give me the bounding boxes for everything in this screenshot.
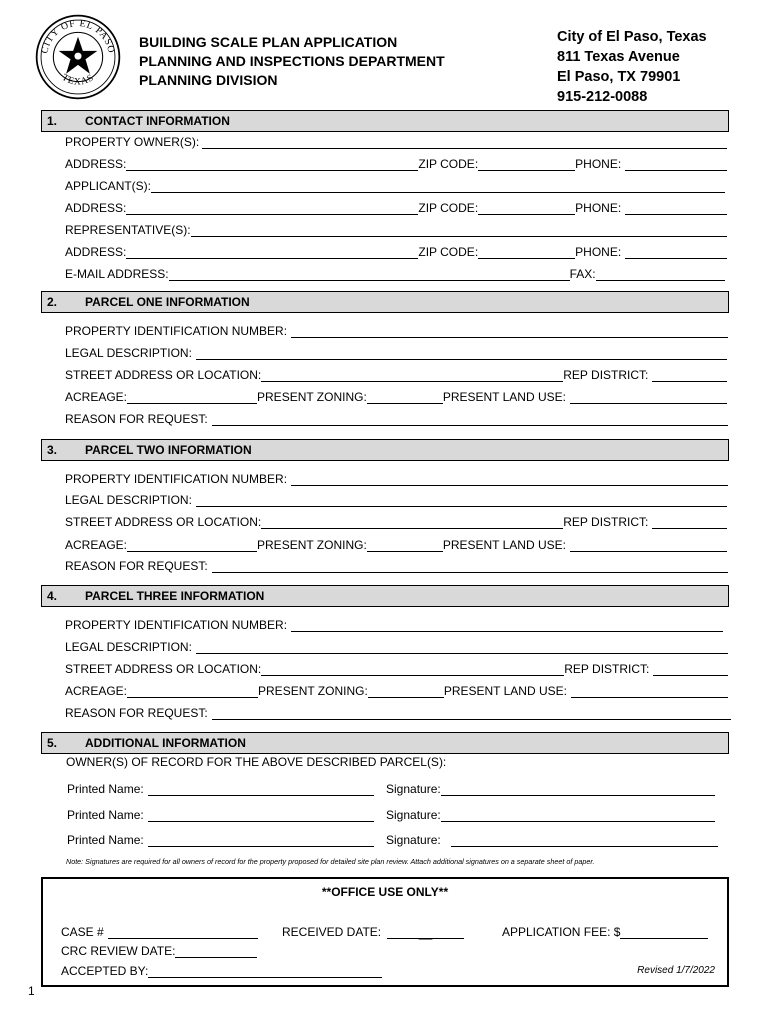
p1-acreage-field[interactable] bbox=[127, 391, 257, 404]
p3-street-row bbox=[65, 660, 728, 676]
representative-phone-label: PHONE: bbox=[575, 245, 622, 259]
city-citystate: El Paso, TX 79901 bbox=[557, 69, 681, 85]
printed-name-row-1 bbox=[67, 780, 374, 796]
owners-label: PROPERTY OWNER(S): bbox=[65, 135, 200, 149]
owners-of-record-row bbox=[66, 753, 446, 769]
p1-street-field[interactable] bbox=[261, 369, 563, 382]
signature-label-2: Signature: bbox=[386, 808, 441, 822]
p1-zoning-field[interactable] bbox=[367, 391, 443, 404]
section-1-title: CONTACT INFORMATION bbox=[85, 114, 230, 128]
section-2-header bbox=[41, 291, 729, 313]
p3-street-label: STREET ADDRESS OR LOCATION: bbox=[65, 662, 262, 676]
p1-street-label: STREET ADDRESS OR LOCATION: bbox=[65, 368, 262, 382]
city-seal bbox=[34, 13, 122, 101]
section-5-title: ADDITIONAL INFORMATION bbox=[85, 736, 246, 750]
section-3-header bbox=[41, 439, 729, 461]
p1-landuse-field[interactable] bbox=[570, 391, 727, 404]
received-date-row bbox=[282, 923, 464, 939]
signature-note: Note: Signatures are required for all owners of record for the property proposed for detailed site plan review. Attach additional signatures on a separate sheet of paper. bbox=[66, 857, 595, 866]
p2-zoning-field[interactable] bbox=[367, 539, 443, 552]
section-3-title: PARCEL TWO INFORMATION bbox=[85, 443, 252, 457]
p1-legal-label: LEGAL DESCRIPTION: bbox=[65, 346, 192, 360]
received-date-field[interactable] bbox=[387, 926, 464, 939]
p1-street-row bbox=[65, 366, 727, 382]
email-field[interactable] bbox=[169, 268, 570, 281]
application-fee-field[interactable] bbox=[620, 926, 708, 939]
owners-row bbox=[65, 133, 727, 149]
p2-pin-row bbox=[65, 470, 728, 486]
p3-landuse-field[interactable] bbox=[571, 685, 728, 698]
p2-legal-field[interactable] bbox=[196, 494, 727, 507]
p3-landuse-label: PRESENT LAND USE: bbox=[443, 684, 567, 698]
p1-pin-field[interactable] bbox=[291, 325, 728, 338]
p2-pin-label: PROPERTY IDENTIFICATION NUMBER: bbox=[65, 472, 288, 486]
p1-legal-row bbox=[65, 344, 727, 360]
signature-row-2 bbox=[386, 806, 715, 822]
signature-field-2[interactable] bbox=[441, 809, 715, 822]
p3-pin-label: PROPERTY IDENTIFICATION NUMBER: bbox=[65, 618, 288, 632]
section-1-header bbox=[41, 110, 729, 132]
accepted-by-row bbox=[61, 962, 382, 978]
applicants-row bbox=[65, 177, 725, 193]
p3-rep-label: REP DISTRICT: bbox=[564, 662, 650, 676]
case-field[interactable] bbox=[108, 926, 258, 939]
p1-rep-field[interactable] bbox=[652, 369, 727, 382]
applicant-zip-label: ZIP CODE: bbox=[418, 201, 479, 215]
title-line-1: BUILDING SCALE PLAN APPLICATION bbox=[139, 34, 398, 50]
p2-legal-label: LEGAL DESCRIPTION: bbox=[65, 493, 192, 507]
city-street: 811 Texas Avenue bbox=[557, 49, 680, 65]
page-number: 1 bbox=[28, 984, 35, 998]
section-4-header bbox=[41, 585, 729, 607]
crc-review-label: CRC REVIEW DATE: bbox=[61, 944, 176, 958]
p2-reason-field[interactable] bbox=[212, 560, 728, 573]
p1-landuse-label: PRESENT LAND USE: bbox=[442, 390, 566, 404]
applicant-address-label: ADDRESS: bbox=[65, 201, 127, 215]
crc-review-field[interactable] bbox=[175, 945, 257, 958]
representatives-label: REPRESENTATIVE(S): bbox=[65, 223, 191, 237]
received-date-value: __ bbox=[418, 926, 433, 940]
city-contact-block bbox=[557, 27, 707, 107]
owner-phone-field[interactable] bbox=[625, 158, 727, 171]
owner-address-field[interactable] bbox=[126, 158, 418, 171]
application-fee-label: APPLICATION FEE: $ bbox=[502, 925, 621, 939]
p1-reason-label: REASON FOR REQUEST: bbox=[65, 412, 208, 426]
case-label: CASE # bbox=[61, 925, 104, 939]
received-date-label: RECEIVED DATE: bbox=[282, 925, 382, 939]
signature-field-1[interactable] bbox=[441, 783, 715, 796]
owner-phone-label: PHONE: bbox=[575, 157, 622, 171]
accepted-by-label: ACCEPTED BY: bbox=[61, 964, 149, 978]
p1-pin-label: PROPERTY IDENTIFICATION NUMBER: bbox=[65, 324, 288, 338]
p2-street-row bbox=[65, 513, 727, 529]
signature-label-3: Signature: bbox=[386, 833, 441, 847]
office-use-title: **OFFICE USE ONLY** bbox=[321, 885, 449, 899]
p3-acreage-field[interactable] bbox=[127, 685, 258, 698]
city-phone: 915-212-0088 bbox=[557, 89, 648, 105]
representative-address-row bbox=[65, 243, 727, 259]
revised-date: Revised 1/7/2022 bbox=[637, 965, 715, 976]
crc-review-row bbox=[61, 942, 257, 958]
p2-reason-label: REASON FOR REQUEST: bbox=[65, 559, 208, 573]
p2-street-field[interactable] bbox=[261, 516, 563, 529]
owner-address-label: ADDRESS: bbox=[65, 157, 127, 171]
p2-acreage-field[interactable] bbox=[127, 539, 257, 552]
p3-street-field[interactable] bbox=[261, 663, 564, 676]
p2-reason-row bbox=[65, 557, 728, 573]
printed-name-row-3 bbox=[67, 831, 374, 847]
printed-name-field-2[interactable] bbox=[148, 809, 374, 822]
p3-acreage-row bbox=[65, 682, 728, 698]
applicant-phone-label: PHONE: bbox=[575, 201, 622, 215]
p2-acreage-label: ACREAGE: bbox=[65, 538, 128, 552]
city-name: City of El Paso, Texas bbox=[557, 29, 707, 45]
p2-acreage-row bbox=[65, 536, 727, 552]
applicant-zip-field[interactable] bbox=[478, 202, 575, 215]
seal-text-top: CITY OF EL PASO bbox=[39, 18, 117, 55]
p3-acreage-label: ACREAGE: bbox=[65, 684, 128, 698]
signature-row-3 bbox=[386, 831, 718, 847]
p2-landuse-label: PRESENT LAND USE: bbox=[442, 538, 566, 552]
applicants-field[interactable] bbox=[151, 180, 725, 193]
form-title bbox=[139, 33, 445, 90]
p2-street-label: STREET ADDRESS OR LOCATION: bbox=[65, 515, 262, 529]
owners-of-record-label: OWNER(S) OF RECORD FOR THE ABOVE DESCRIBED PARCEL(S): bbox=[66, 755, 447, 769]
p3-pin-field[interactable] bbox=[291, 619, 723, 632]
applicant-address-field[interactable] bbox=[126, 202, 418, 215]
p1-pin-row bbox=[65, 322, 728, 338]
p2-landuse-field[interactable] bbox=[570, 539, 727, 552]
fax-field[interactable] bbox=[596, 268, 725, 281]
owner-zip-label: ZIP CODE: bbox=[418, 157, 479, 171]
p1-rep-label: REP DISTRICT: bbox=[563, 368, 649, 382]
p2-zoning-label: PRESENT ZONING: bbox=[257, 538, 367, 552]
representative-phone-field[interactable] bbox=[625, 246, 727, 259]
section-5-header bbox=[41, 732, 729, 754]
p3-rep-field[interactable] bbox=[653, 663, 728, 676]
p3-legal-label: LEGAL DESCRIPTION: bbox=[65, 640, 192, 654]
owners-field[interactable] bbox=[202, 136, 727, 149]
p2-rep-field[interactable] bbox=[652, 516, 727, 529]
printed-name-row-2 bbox=[67, 806, 374, 822]
signature-label-1: Signature: bbox=[386, 782, 441, 796]
p3-reason-field[interactable] bbox=[212, 707, 731, 720]
section-1-num: 1. bbox=[47, 114, 58, 128]
section-2-num: 2. bbox=[47, 295, 58, 309]
printed-name-field-3[interactable] bbox=[148, 834, 374, 847]
p3-reason-label: REASON FOR REQUEST: bbox=[65, 706, 208, 720]
svg-text:TEXAS bbox=[60, 72, 96, 87]
p1-acreage-label: ACREAGE: bbox=[65, 390, 128, 404]
representative-address-label: ADDRESS: bbox=[65, 245, 127, 259]
section-3-num: 3. bbox=[47, 443, 58, 457]
case-row bbox=[61, 923, 258, 939]
p3-reason-row bbox=[65, 704, 731, 720]
office-use-box bbox=[41, 877, 729, 987]
representative-zip-field[interactable] bbox=[478, 246, 575, 259]
representative-zip-label: ZIP CODE: bbox=[418, 245, 479, 259]
section-2-title: PARCEL ONE INFORMATION bbox=[85, 295, 250, 309]
email-label: E-MAIL ADDRESS: bbox=[65, 267, 169, 281]
p1-reason-field[interactable] bbox=[212, 413, 728, 426]
owner-zip-field[interactable] bbox=[478, 158, 575, 171]
section-4-title: PARCEL THREE INFORMATION bbox=[85, 589, 265, 603]
applicants-label: APPLICANT(S): bbox=[65, 179, 152, 193]
p2-rep-label: REP DISTRICT: bbox=[563, 515, 649, 529]
p1-legal-field[interactable] bbox=[196, 347, 727, 360]
section-4-num: 4. bbox=[47, 589, 58, 603]
p1-zoning-label: PRESENT ZONING: bbox=[257, 390, 367, 404]
p3-pin-row bbox=[65, 616, 723, 632]
representative-address-field[interactable] bbox=[126, 246, 418, 259]
seal-text-bottom: TEXAS bbox=[59, 72, 97, 88]
accepted-by-field[interactable] bbox=[148, 965, 382, 978]
applicant-address-row bbox=[65, 199, 727, 215]
owner-address-row bbox=[65, 155, 727, 171]
p2-pin-field[interactable] bbox=[291, 473, 728, 486]
printed-name-field-1[interactable] bbox=[148, 783, 374, 796]
p3-zoning-field[interactable] bbox=[368, 685, 444, 698]
p3-zoning-label: PRESENT ZONING: bbox=[258, 684, 368, 698]
printed-name-label-1: Printed Name: bbox=[67, 782, 144, 796]
printed-name-label-2: Printed Name: bbox=[67, 808, 144, 822]
representatives-field[interactable] bbox=[191, 224, 727, 237]
printed-name-label-3: Printed Name: bbox=[67, 833, 144, 847]
applicant-phone-field[interactable] bbox=[625, 202, 727, 215]
section-5-num: 5. bbox=[47, 736, 58, 750]
p1-reason-row bbox=[65, 410, 728, 426]
signature-field-3[interactable] bbox=[451, 834, 718, 847]
email-fax-row bbox=[65, 265, 725, 281]
title-line-3: PLANNING DIVISION bbox=[139, 72, 278, 88]
p3-legal-field[interactable] bbox=[196, 641, 728, 654]
p2-legal-row bbox=[65, 491, 727, 507]
signature-row-1 bbox=[386, 780, 715, 796]
representatives-row bbox=[65, 221, 727, 237]
p3-legal-row bbox=[65, 638, 728, 654]
application-fee-row bbox=[502, 923, 708, 939]
fax-label: FAX: bbox=[569, 267, 596, 281]
p1-acreage-row bbox=[65, 388, 727, 404]
title-line-2: PLANNING AND INSPECTIONS DEPARTMENT bbox=[139, 53, 445, 69]
